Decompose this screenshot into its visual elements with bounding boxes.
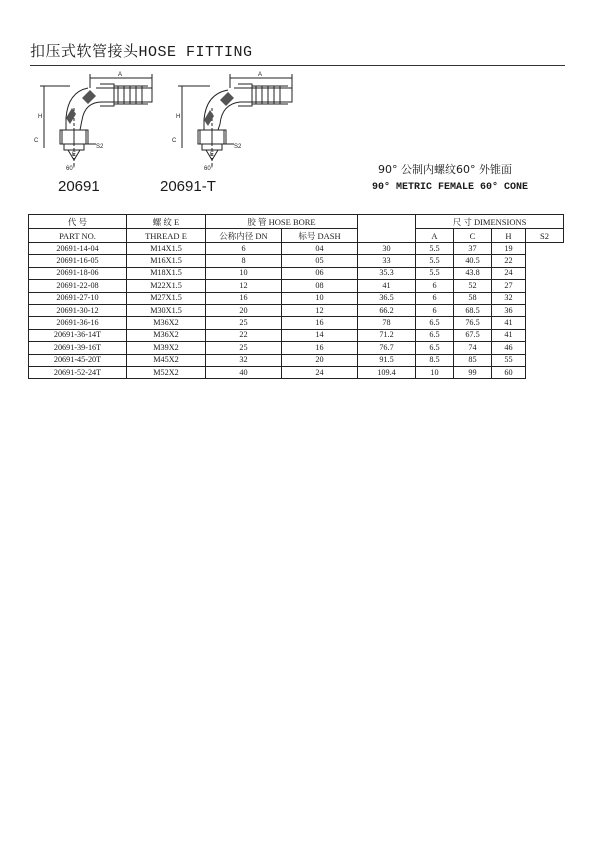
cell-thread: M36X2 bbox=[127, 329, 206, 341]
cell-dn: 8 bbox=[206, 255, 282, 267]
cell-dash: 20 bbox=[282, 354, 358, 366]
cell-a: 30 bbox=[358, 243, 416, 255]
description-chinese: 90° 公制内螺纹60° 外锥面 bbox=[378, 163, 512, 176]
cell-s2: 41 bbox=[492, 317, 526, 329]
specification-table bbox=[28, 214, 564, 379]
header-hose-bore: 胶 管 HOSE BORE bbox=[206, 215, 358, 229]
cell-a: 71.2 bbox=[358, 329, 416, 341]
cell-c: 10 bbox=[416, 366, 454, 378]
cell-thread: M39X2 bbox=[127, 342, 206, 354]
table-row bbox=[29, 304, 564, 316]
cell-a: 78 bbox=[358, 317, 416, 329]
cell-part: 20691-22-08 bbox=[29, 280, 127, 292]
description-english: 90° METRIC FEMALE 60° CONE bbox=[372, 182, 529, 193]
cell-thread: M52X2 bbox=[127, 366, 206, 378]
figure-label-20691-t: 20691-T bbox=[160, 178, 216, 195]
cell-dash: 05 bbox=[282, 255, 358, 267]
fitting-drawing-20691-t bbox=[170, 68, 300, 178]
cell-c: 5.5 bbox=[416, 243, 454, 255]
cell-h: 37 bbox=[454, 243, 492, 255]
cell-s2: 46 bbox=[492, 342, 526, 354]
dimension-h-label: H bbox=[38, 114, 43, 120]
header-part-cn: 代 号 bbox=[29, 215, 127, 229]
cell-thread: M22X1.5 bbox=[127, 280, 206, 292]
cell-s2: 32 bbox=[492, 292, 526, 304]
table-row bbox=[29, 292, 564, 304]
cell-part: 20691-16-05 bbox=[29, 255, 127, 267]
cell-dash: 04 bbox=[282, 243, 358, 255]
fitting-drawing-20691 bbox=[30, 68, 160, 178]
header-dimensions: 尺 寸 DIMENSIONS bbox=[416, 215, 564, 229]
cell-s2: 55 bbox=[492, 354, 526, 366]
cell-h: 58 bbox=[454, 292, 492, 304]
table-header-row-1 bbox=[29, 215, 564, 229]
cell-a: 76.7 bbox=[358, 342, 416, 354]
cell-thread: M27X1.5 bbox=[127, 292, 206, 304]
table-row bbox=[29, 243, 564, 255]
cell-s2: 19 bbox=[492, 243, 526, 255]
cell-dn: 16 bbox=[206, 292, 282, 304]
cell-h: 76.5 bbox=[454, 317, 492, 329]
cell-thread: M36X2 bbox=[127, 317, 206, 329]
cell-c: 6.5 bbox=[416, 342, 454, 354]
cell-part: 20691-52-24T bbox=[29, 366, 127, 378]
page-title bbox=[30, 40, 253, 61]
cell-dn: 25 bbox=[206, 342, 282, 354]
cell-part: 20691-27-10 bbox=[29, 292, 127, 304]
cell-s2: 60 bbox=[492, 366, 526, 378]
cell-c: 6 bbox=[416, 292, 454, 304]
header-dn: 公称内径 DN bbox=[206, 229, 282, 243]
cell-part: 20691-14-04 bbox=[29, 243, 127, 255]
cell-dn: 22 bbox=[206, 329, 282, 341]
cell-a: 66.2 bbox=[358, 304, 416, 316]
table-row bbox=[29, 267, 564, 279]
cell-c: 6.5 bbox=[416, 329, 454, 341]
cell-dash: 16 bbox=[282, 317, 358, 329]
cell-part: 20691-36-16 bbox=[29, 317, 127, 329]
cone-angle-label: 60° bbox=[204, 166, 214, 172]
cone-angle-label: 60° bbox=[66, 166, 76, 172]
cell-dn: 20 bbox=[206, 304, 282, 316]
header-c: C bbox=[454, 229, 492, 243]
cell-a: 41 bbox=[358, 280, 416, 292]
dimension-a-label: A bbox=[258, 72, 263, 78]
cell-s2: 41 bbox=[492, 329, 526, 341]
cell-c: 5.5 bbox=[416, 255, 454, 267]
header-part-no: PART NO. bbox=[29, 229, 127, 243]
cell-s2: 22 bbox=[492, 255, 526, 267]
header-thread-e: THREAD E bbox=[127, 229, 206, 243]
table-row bbox=[29, 354, 564, 366]
cell-dash: 08 bbox=[282, 280, 358, 292]
blank-spacer-column bbox=[358, 215, 416, 243]
cell-a: 35.3 bbox=[358, 267, 416, 279]
header-a: A bbox=[416, 229, 454, 243]
table-body bbox=[29, 243, 564, 379]
cell-dash: 10 bbox=[282, 292, 358, 304]
title-english: HOSE FITTING bbox=[138, 44, 253, 61]
cell-dash: 24 bbox=[282, 366, 358, 378]
cell-h: 99 bbox=[454, 366, 492, 378]
cell-a: 91.5 bbox=[358, 354, 416, 366]
cell-c: 5.5 bbox=[416, 267, 454, 279]
cell-h: 74 bbox=[454, 342, 492, 354]
table-row bbox=[29, 280, 564, 292]
cell-part: 20691-30-12 bbox=[29, 304, 127, 316]
cell-dn: 6 bbox=[206, 243, 282, 255]
title-divider bbox=[30, 65, 565, 66]
cell-h: 40.5 bbox=[454, 255, 492, 267]
dimension-e-label: E bbox=[210, 152, 215, 158]
cell-part: 20691-18-06 bbox=[29, 267, 127, 279]
cell-thread: M14X1.5 bbox=[127, 243, 206, 255]
cell-h: 52 bbox=[454, 280, 492, 292]
cell-c: 6 bbox=[416, 304, 454, 316]
cell-thread: M30X1.5 bbox=[127, 304, 206, 316]
dimension-a-label: A bbox=[118, 72, 123, 78]
dimension-c-label: C bbox=[172, 138, 177, 144]
cell-dash: 16 bbox=[282, 342, 358, 354]
table-row bbox=[29, 255, 564, 267]
cell-thread: M45X2 bbox=[127, 354, 206, 366]
cell-s2: 24 bbox=[492, 267, 526, 279]
header-h: H bbox=[492, 229, 526, 243]
cell-a: 36.5 bbox=[358, 292, 416, 304]
cell-dash: 14 bbox=[282, 329, 358, 341]
cell-dn: 10 bbox=[206, 267, 282, 279]
cell-dash: 12 bbox=[282, 304, 358, 316]
dimension-c-label: C bbox=[34, 138, 39, 144]
cell-h: 68.5 bbox=[454, 304, 492, 316]
cell-part: 20691-45-20T bbox=[29, 354, 127, 366]
cell-part: 20691-36-14T bbox=[29, 329, 127, 341]
cell-s2: 27 bbox=[492, 280, 526, 292]
cell-thread: M16X1.5 bbox=[127, 255, 206, 267]
cell-a: 33 bbox=[358, 255, 416, 267]
table-row bbox=[29, 317, 564, 329]
header-dash: 标号 DASH bbox=[282, 229, 358, 243]
cell-dn: 25 bbox=[206, 317, 282, 329]
cell-c: 6.5 bbox=[416, 317, 454, 329]
cell-h: 43.8 bbox=[454, 267, 492, 279]
table-row bbox=[29, 342, 564, 354]
header-s2: S2 bbox=[526, 229, 564, 243]
dimension-h-label: H bbox=[176, 114, 181, 120]
cell-h: 85 bbox=[454, 354, 492, 366]
table-header-row-2 bbox=[29, 229, 564, 243]
cell-a: 109.4 bbox=[358, 366, 416, 378]
figure-label-20691: 20691 bbox=[58, 178, 100, 195]
cell-h: 67.5 bbox=[454, 329, 492, 341]
header-thread-cn: 螺 纹 E bbox=[127, 215, 206, 229]
cell-c: 8.5 bbox=[416, 354, 454, 366]
table-row bbox=[29, 329, 564, 341]
cell-thread: M18X1.5 bbox=[127, 267, 206, 279]
title-chinese: 扣压式软管接头 bbox=[30, 42, 139, 60]
cell-dn: 12 bbox=[206, 280, 282, 292]
cell-c: 6 bbox=[416, 280, 454, 292]
table-row bbox=[29, 366, 564, 378]
cell-part: 20691-39-16T bbox=[29, 342, 127, 354]
cell-s2: 36 bbox=[492, 304, 526, 316]
dimension-s2-label: S2 bbox=[234, 144, 242, 150]
cell-dn: 32 bbox=[206, 354, 282, 366]
cell-dn: 40 bbox=[206, 366, 282, 378]
dimension-s2-label: S2 bbox=[96, 144, 104, 150]
cell-dash: 06 bbox=[282, 267, 358, 279]
dimension-e-label: E bbox=[72, 152, 77, 158]
